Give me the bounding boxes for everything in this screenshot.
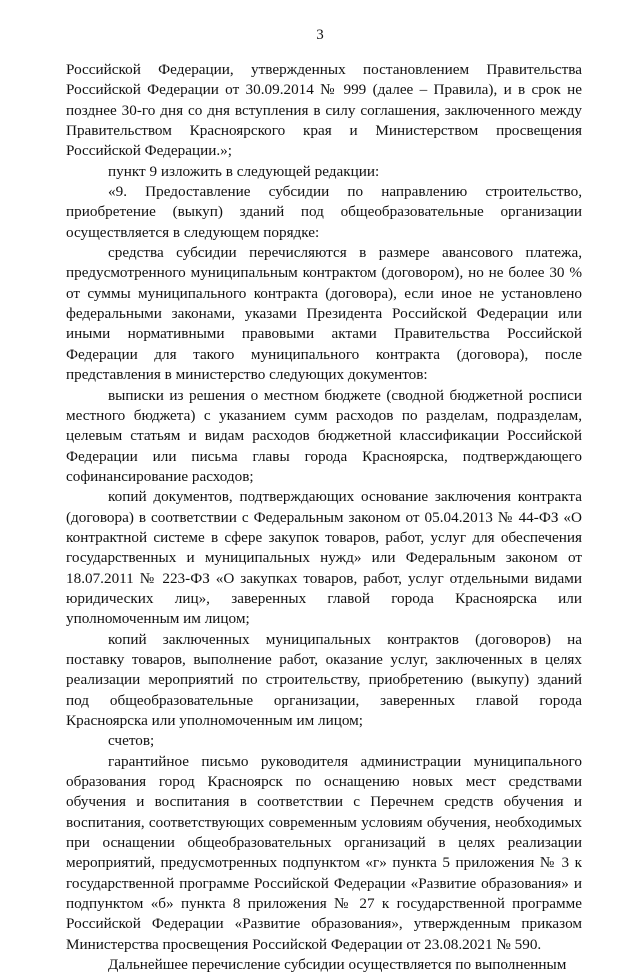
paragraph-7: копий заключенных муниципальных контрактов (договоров) на поставку товаров, выполнение работ, оказание услуг, заключенных в целях реализации мероприятий по строительству, приобретению (выкупу) зданий под общеобразовательные организации, заверенных главой города Красноярска или уполномоченным им лицом;: [66, 630, 582, 729]
paragraph-9: гарантийное письмо руководителя администрации муниципального образования город Красноярск по оснащению новых мест средствами обучения и воспитания в соответствии с Перечнем средств обучения и воспитания, соответствующих современным условиям обучения, необходимых при оснащении общеобразовательных организаций в целях реализации мероприятий, предусмотренных подпунктом «г» пункта 5 приложения № 3 к государственной программе Российской Федерации «Развитие образования» и подпунктом «б» пункта 8 приложения № 27 к государственной программе Российской Федерации «Развитие образования», утвержденным приказом Министерства просвещения Российской Федерации от 23.08.2021 № 590.: [66, 752, 582, 953]
paragraph-1: Российской Федерации, утвержденных постановлением Правительства Российской Федерации от 30.09.2014 № 999 (далее – Правила), и в срок не позднее 30-го дня со дня вступления в силу соглашения, заключенного между Правительством Красноярского края и Министерством просвещения Российской Федерации.»;: [66, 61, 582, 160]
paragraph-6: копий документов, подтверждающих основание заключения контракта (договора) в соответствии с Федеральным законом от 05.04.2013 № 44-ФЗ «О контрактной системе в сфере закупок товаров, работ, услуг для обеспечения государственных и муниципальных нужд» или Федеральным законом от 18.07.2011 № 223-ФЗ «О закупках товаров, работ, услуг отдельными видами юридических лиц», заверенных главой города Красноярска или уполномоченным им лицом;: [66, 488, 582, 628]
paragraph-4: средства субсидии перечисляются в размере авансового платежа, предусмотренного муниципальным контрактом (договором), но не более 30 % от суммы муниципального контракта (договора), если иное не установлено федеральными законами, указами Президента Российской Федерации или иными нормативными правовыми актами Правительства Российской Федерации для такого муниципального контракта (договора), после представления в министерство следующих документов:: [66, 244, 582, 384]
paragraph-8: счетов;: [108, 732, 155, 750]
paragraph-3: «9. Предоставление субсидии по направлению строительство, приобретение (выкуп) зданий под общеобразовательные организации осуществляется в следующем порядке:: [66, 183, 582, 241]
page-number: 3: [316, 27, 324, 43]
document-body: [66, 60, 582, 975]
paragraph-5: выписки из решения о местном бюджете (сводной бюджетной росписи местного бюджета) с указанием сумм расходов по разделам, подразделам, целевым статьям и видам расходов бюджетной классификации Российской Федерации или письма главы города Красноярска, подтверждающего софинансирование расходов;: [66, 386, 582, 485]
paragraph-10: Дальнейшее перечисление субсидии осуществляется по выполненным: [108, 956, 567, 974]
paragraph-2: пункт 9 изложить в следующей редакции:: [108, 162, 380, 180]
